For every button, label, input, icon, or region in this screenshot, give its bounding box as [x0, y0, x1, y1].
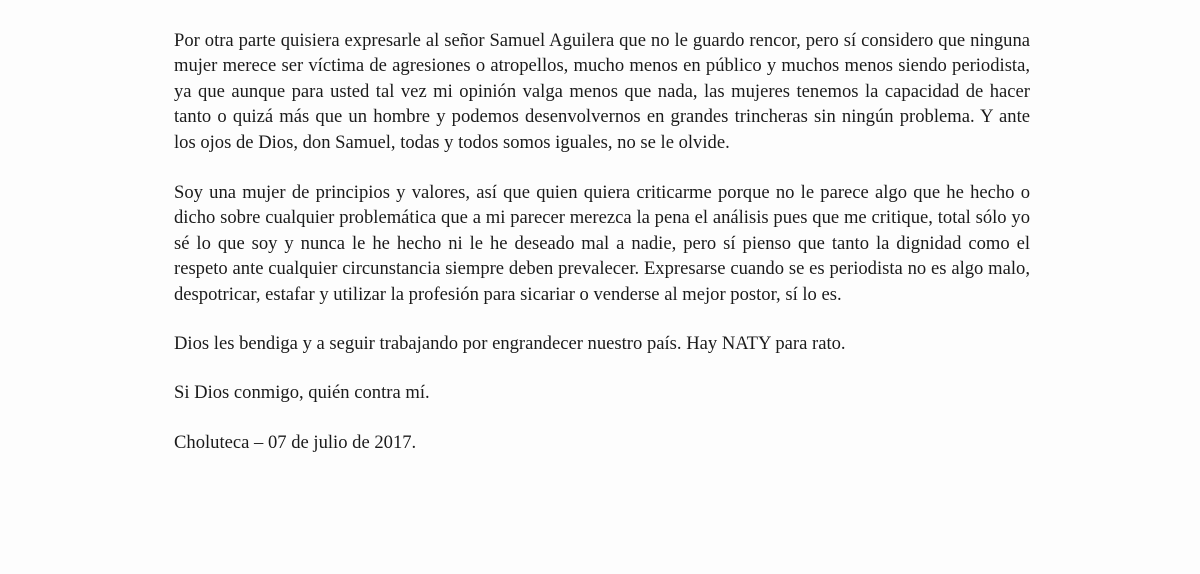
paragraph-blessing: Dios les bendiga y a seguir trabajando por engrandecer nuestro país. Hay NATY para rato.	[174, 333, 846, 355]
paragraph-aguilera: Por otra parte quisiera expresarle al señor Samuel Aguilera que no le guardo rencor, pero sí considero que ninguna mujer merece ser víctima de agresiones o atropellos, mucho menos en público y muchos menos siendo periodista, ya que aunque para usted tal vez mi opinión valga menos que nada, las mujeres tenemos la capacidad de hacer tanto o quizá más que un hombre y podemos desenvolvernos en grandes trincheras sin ningún problema. Y ante los ojos de Dios, don Samuel, todas y todos somos iguales, no se le olvide.	[174, 30, 1030, 153]
paragraph-principles: Soy una mujer de principios y valores, así que quien quiera criticarme porque no le parece algo que he hecho o dicho sobre cualquier problemática que a mi parecer merezca la pena el análisis pues que me critique, total sólo yo sé lo que soy y nunca le he hecho ni le he deseado mal a nadie, pero sí pienso que tanto la dignidad como el respeto ante cualquier circunstancia siempre deben prevalecer. Expresarse cuando se es periodista no es algo malo, despotricar, estafar y utilizar la profesión para sicariar o venderse al mejor postor, sí lo es.	[174, 182, 1030, 305]
paragraph-motto: Si Dios conmigo, quién contra mí.	[174, 382, 430, 404]
place-date-line: Choluteca – 07 de julio de 2017.	[174, 431, 417, 453]
letter-body	[174, 28, 1030, 455]
